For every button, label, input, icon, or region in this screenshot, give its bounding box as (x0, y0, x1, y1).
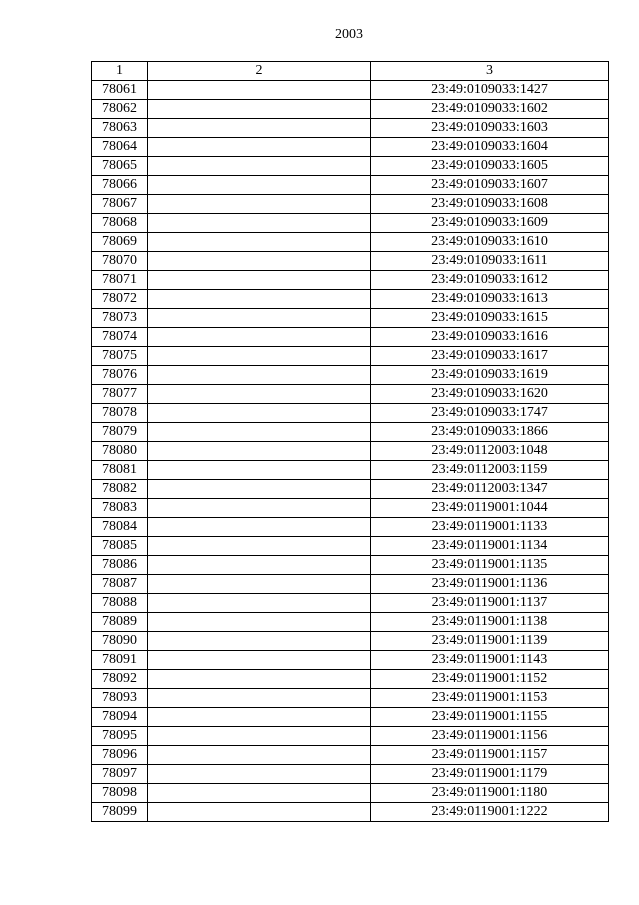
table-row (92, 803, 609, 822)
cadastral-number-cell: 23:49:0119001:1136 (371, 575, 609, 594)
cadastral-number-cell: 23:49:0119001:1138 (371, 613, 609, 632)
table-row (92, 328, 609, 347)
cadastral-number-cell: 23:49:0109033:1747 (371, 404, 609, 423)
cadastral-number-cell: 23:49:0109033:1613 (371, 290, 609, 309)
table-row (92, 271, 609, 290)
cadastral-number-cell: 23:49:0119001:1134 (371, 537, 609, 556)
cadastral-number-cell: 23:49:0119001:1137 (371, 594, 609, 613)
row-number-cell: 78068 (92, 214, 148, 233)
empty-cell (148, 328, 371, 347)
row-number-cell: 78098 (92, 784, 148, 803)
table-row (92, 100, 609, 119)
empty-cell (148, 670, 371, 689)
table-row (92, 746, 609, 765)
row-number-cell: 78088 (92, 594, 148, 613)
row-number-cell: 78079 (92, 423, 148, 442)
cadastral-number-cell: 23:49:0109033:1603 (371, 119, 609, 138)
empty-cell (148, 594, 371, 613)
row-number-cell: 78091 (92, 651, 148, 670)
row-number-cell: 78061 (92, 81, 148, 100)
table-row (92, 233, 609, 252)
column-header-3: 3 (371, 62, 609, 81)
empty-cell (148, 537, 371, 556)
cadastral-number-cell: 23:49:0109033:1605 (371, 157, 609, 176)
empty-cell (148, 651, 371, 670)
row-number-cell: 78099 (92, 803, 148, 822)
empty-cell (148, 290, 371, 309)
empty-cell (148, 385, 371, 404)
cadastral-number-cell: 23:49:0119001:1156 (371, 727, 609, 746)
row-number-cell: 78090 (92, 632, 148, 651)
row-number-cell: 78084 (92, 518, 148, 537)
row-number-cell: 78092 (92, 670, 148, 689)
row-number-cell: 78087 (92, 575, 148, 594)
empty-cell (148, 803, 371, 822)
cadastral-number-cell: 23:49:0119001:1222 (371, 803, 609, 822)
table-row (92, 157, 609, 176)
cadastral-number-cell: 23:49:0119001:1179 (371, 765, 609, 784)
cadastral-number-cell: 23:49:0109033:1607 (371, 176, 609, 195)
row-number-cell: 78070 (92, 252, 148, 271)
register-table (91, 61, 609, 822)
cadastral-number-cell: 23:49:0119001:1143 (371, 651, 609, 670)
cadastral-number-cell: 23:49:0119001:1133 (371, 518, 609, 537)
table-row (92, 195, 609, 214)
empty-cell (148, 157, 371, 176)
row-number-cell: 78082 (92, 480, 148, 499)
table-row (92, 556, 609, 575)
cadastral-number-cell: 23:49:0119001:1139 (371, 632, 609, 651)
table-row (92, 765, 609, 784)
empty-cell (148, 81, 371, 100)
cadastral-number-cell: 23:49:0109033:1427 (371, 81, 609, 100)
row-number-cell: 78085 (92, 537, 148, 556)
table-row (92, 670, 609, 689)
table-row (92, 366, 609, 385)
row-number-cell: 78093 (92, 689, 148, 708)
row-number-cell: 78072 (92, 290, 148, 309)
table-row (92, 499, 609, 518)
empty-cell (148, 461, 371, 480)
table-row (92, 252, 609, 271)
row-number-cell: 78076 (92, 366, 148, 385)
row-number-cell: 78096 (92, 746, 148, 765)
table-row (92, 784, 609, 803)
cadastral-number-cell: 23:49:0119001:1135 (371, 556, 609, 575)
table-row (92, 518, 609, 537)
empty-cell (148, 423, 371, 442)
empty-cell (148, 480, 371, 499)
empty-cell (148, 727, 371, 746)
table-row (92, 727, 609, 746)
table-body (92, 81, 609, 822)
table-row (92, 594, 609, 613)
row-number-cell: 78089 (92, 613, 148, 632)
cadastral-number-cell: 23:49:0109033:1619 (371, 366, 609, 385)
row-number-cell: 78097 (92, 765, 148, 784)
empty-cell (148, 404, 371, 423)
row-number-cell: 78069 (92, 233, 148, 252)
table-row (92, 404, 609, 423)
row-number-cell: 78080 (92, 442, 148, 461)
cadastral-number-cell: 23:49:0109033:1611 (371, 252, 609, 271)
empty-cell (148, 765, 371, 784)
row-number-cell: 78062 (92, 100, 148, 119)
table-row (92, 632, 609, 651)
empty-cell (148, 119, 371, 138)
empty-cell (148, 632, 371, 651)
cadastral-number-cell: 23:49:0109033:1616 (371, 328, 609, 347)
row-number-cell: 78086 (92, 556, 148, 575)
empty-cell (148, 442, 371, 461)
empty-cell (148, 233, 371, 252)
empty-cell (148, 784, 371, 803)
empty-cell (148, 613, 371, 632)
empty-cell (148, 556, 371, 575)
table-row (92, 423, 609, 442)
table-row (92, 309, 609, 328)
empty-cell (148, 499, 371, 518)
table-row (92, 385, 609, 404)
cadastral-number-cell: 23:49:0119001:1153 (371, 689, 609, 708)
cadastral-number-cell: 23:49:0109033:1608 (371, 195, 609, 214)
row-number-cell: 78065 (92, 157, 148, 176)
row-number-cell: 78078 (92, 404, 148, 423)
row-number-cell: 78064 (92, 138, 148, 157)
table-row (92, 461, 609, 480)
cadastral-number-cell: 23:49:0109033:1620 (371, 385, 609, 404)
empty-cell (148, 271, 371, 290)
empty-cell (148, 708, 371, 727)
cadastral-number-cell: 23:49:0119001:1180 (371, 784, 609, 803)
cadastral-number-cell: 23:49:0109033:1615 (371, 309, 609, 328)
empty-cell (148, 518, 371, 537)
cadastral-number-cell: 23:49:0119001:1157 (371, 746, 609, 765)
cadastral-number-cell: 23:49:0119001:1044 (371, 499, 609, 518)
cadastral-number-cell: 23:49:0112003:1048 (371, 442, 609, 461)
table-row (92, 347, 609, 366)
empty-cell (148, 100, 371, 119)
row-number-cell: 78077 (92, 385, 148, 404)
row-number-cell: 78067 (92, 195, 148, 214)
empty-cell (148, 138, 371, 157)
row-number-cell: 78094 (92, 708, 148, 727)
cadastral-number-cell: 23:49:0109033:1604 (371, 138, 609, 157)
empty-cell (148, 176, 371, 195)
row-number-cell: 78083 (92, 499, 148, 518)
table-row (92, 708, 609, 727)
empty-cell (148, 214, 371, 233)
cadastral-number-cell: 23:49:0109033:1609 (371, 214, 609, 233)
table-row (92, 689, 609, 708)
table-row (92, 119, 609, 138)
cadastral-number-cell: 23:49:0109033:1617 (371, 347, 609, 366)
empty-cell (148, 366, 371, 385)
row-number-cell: 78075 (92, 347, 148, 366)
row-number-cell: 78074 (92, 328, 148, 347)
row-number-cell: 78095 (92, 727, 148, 746)
page-number: 2003 (335, 27, 363, 42)
row-number-cell: 78081 (92, 461, 148, 480)
empty-cell (148, 746, 371, 765)
table-row (92, 575, 609, 594)
cadastral-number-cell: 23:49:0112003:1347 (371, 480, 609, 499)
table-row (92, 442, 609, 461)
row-number-cell: 78066 (92, 176, 148, 195)
empty-cell (148, 689, 371, 708)
empty-cell (148, 575, 371, 594)
empty-cell (148, 252, 371, 271)
table-row (92, 138, 609, 157)
table-row (92, 480, 609, 499)
cadastral-number-cell: 23:49:0112003:1159 (371, 461, 609, 480)
cadastral-number-cell: 23:49:0119001:1152 (371, 670, 609, 689)
cadastral-number-cell: 23:49:0109033:1612 (371, 271, 609, 290)
table-row (92, 537, 609, 556)
table-header-row (92, 62, 609, 81)
cadastral-number-cell: 23:49:0119001:1155 (371, 708, 609, 727)
row-number-cell: 78071 (92, 271, 148, 290)
table-row (92, 651, 609, 670)
empty-cell (148, 347, 371, 366)
table-row (92, 613, 609, 632)
cadastral-number-cell: 23:49:0109033:1602 (371, 100, 609, 119)
table-row (92, 290, 609, 309)
empty-cell (148, 195, 371, 214)
table-row (92, 176, 609, 195)
row-number-cell: 78073 (92, 309, 148, 328)
row-number-cell: 78063 (92, 119, 148, 138)
empty-cell (148, 309, 371, 328)
column-header-2: 2 (148, 62, 371, 81)
cadastral-number-cell: 23:49:0109033:1610 (371, 233, 609, 252)
table-row (92, 81, 609, 100)
cadastral-number-cell: 23:49:0109033:1866 (371, 423, 609, 442)
table-row (92, 214, 609, 233)
column-header-1: 1 (92, 62, 148, 81)
